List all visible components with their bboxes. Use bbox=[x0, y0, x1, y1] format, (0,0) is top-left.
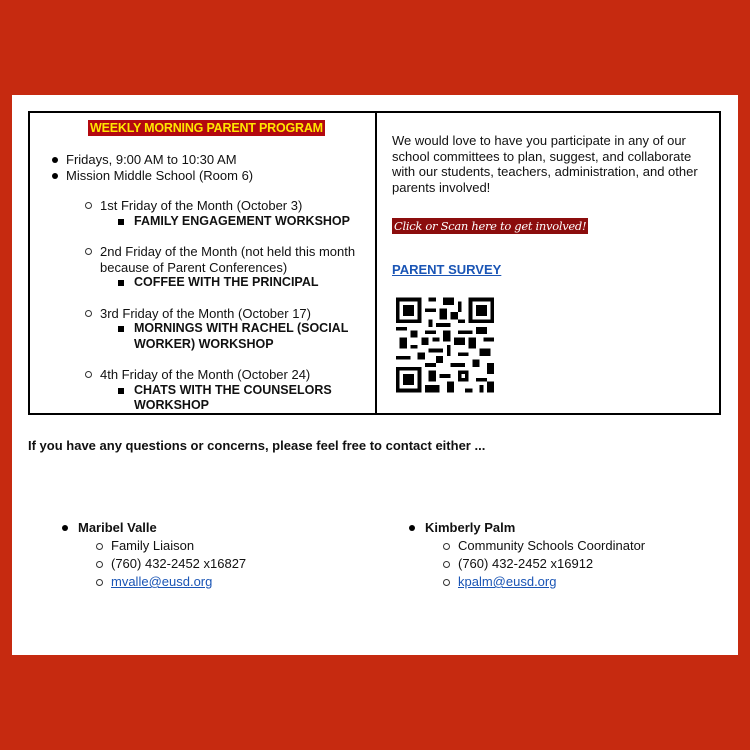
contact-phone: (760) 432-2452 x16912 bbox=[458, 555, 645, 573]
workshop-name: CHATS WITH THE COUNSELORS WORKSHOP bbox=[134, 383, 375, 414]
detail-item: Fridays, 9:00 AM to 10:30 AM bbox=[66, 152, 375, 168]
contact-role: Family Liaison bbox=[111, 537, 246, 555]
involvement-column bbox=[377, 113, 719, 413]
contact-prompt: If you have any questions or concerns, please feel free to contact either ... bbox=[28, 438, 486, 453]
friday-when: 4th Friday of the Month (October 24) bbox=[100, 367, 311, 382]
friday-item bbox=[100, 367, 375, 414]
workshop-name: COFFEE WITH THE PRINCIPAL bbox=[134, 275, 375, 291]
qr-code-icon[interactable] bbox=[392, 294, 498, 396]
program-column bbox=[30, 113, 377, 413]
parent-survey-link[interactable]: PARENT SURVEY bbox=[392, 261, 502, 277]
friday-item bbox=[100, 306, 375, 353]
involvement-intro: We would love to have you participate in any of our school committees to plan, suggest, and collaborate with our students, teachers, administration, and other parents involved! bbox=[392, 133, 698, 196]
program-table bbox=[28, 111, 721, 415]
contact-card bbox=[62, 519, 246, 591]
contact-email-link[interactable]: mvalle@eusd.org bbox=[111, 574, 213, 589]
program-title: WEEKLY MORNING PARENT PROGRAM bbox=[90, 121, 323, 135]
workshop-name: FAMILY ENGAGEMENT WORKSHOP bbox=[134, 214, 375, 230]
flyer-page bbox=[12, 95, 738, 655]
contact-phone: (760) 432-2452 x16827 bbox=[111, 556, 247, 571]
contact-role: Community Schools Coordinator bbox=[458, 538, 646, 553]
friday-when: 2nd Friday of the Month (not held this month because of Parent Conferences) bbox=[100, 244, 356, 275]
contact-name: Maribel Valle bbox=[62, 519, 246, 537]
contact-card bbox=[409, 519, 645, 591]
workshop-name: MORNINGS WITH RACHEL (SOCIAL WORKER) WORKSHOP bbox=[134, 321, 375, 352]
friday-when: 3rd Friday of the Month (October 17) bbox=[100, 305, 311, 321]
friday-schedule bbox=[30, 198, 375, 414]
get-involved-banner[interactable]: Click or Scan here to get involved! bbox=[394, 218, 587, 233]
friday-item bbox=[100, 244, 375, 291]
friday-item bbox=[100, 198, 375, 229]
contact-email-link[interactable]: kpalm@eusd.org bbox=[458, 574, 557, 589]
contact-name: Kimberly Palm bbox=[409, 519, 645, 537]
program-details bbox=[30, 152, 375, 184]
detail-item: Mission Middle School (Room 6) bbox=[66, 168, 375, 184]
friday-when: 1st Friday of the Month (October 3) bbox=[100, 198, 303, 213]
